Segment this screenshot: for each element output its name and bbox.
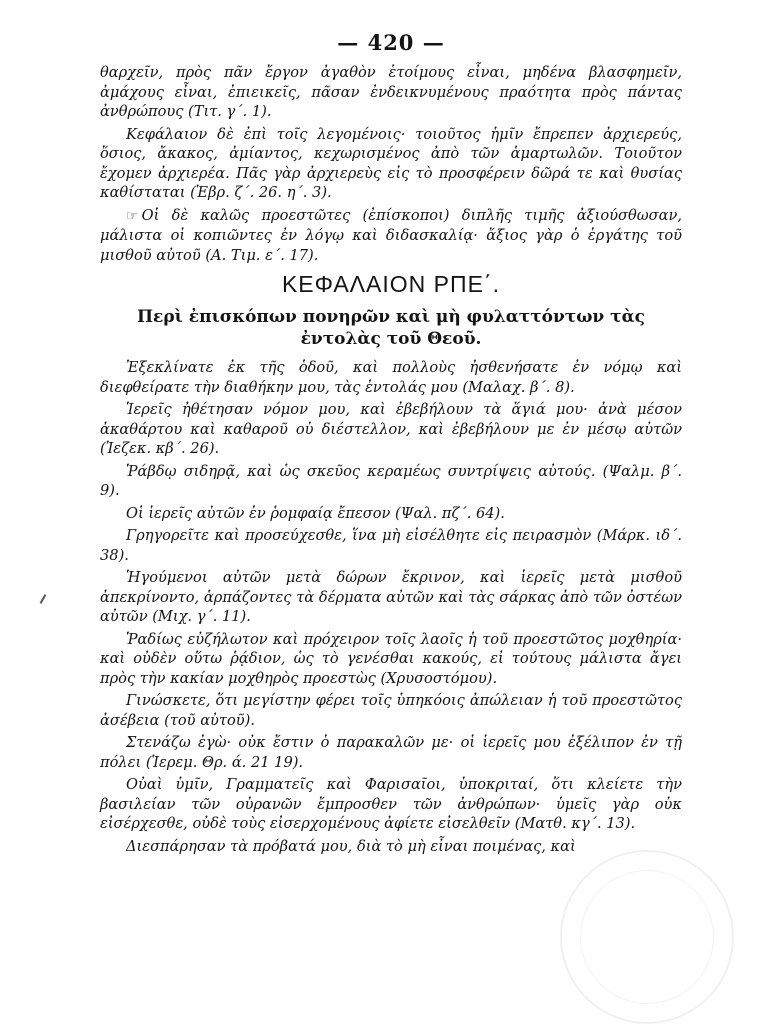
page-number: — 420 — bbox=[337, 30, 445, 55]
paragraph: Ἐξεκλίνατε ἐκ τῆς ὁδοῦ, καὶ πολλοὺς ἠσθενήσατε ἐν νόμῳ καὶ διεφθείρατε τὴν διαθήκην μου, τὰς ἐντολάς μου (Μαλαχ. β΄. 8). bbox=[100, 359, 682, 396]
paragraph: Κεφάλαιον δὲ ἐπὶ τοῖς λεγομένοις· τοιοῦτος ἡμῖν ἔπρεπεν ἀρχιερεύς, ὅσιος, ἄκακος, ἀμίαντος, κεχωρισμένος ἀπὸ τῶν ἁμαρτωλῶν. Τοιοῦτον ἔχομεν ἀρχιερέα. Πᾶς γὰρ ἀρχιερεὺς εἰς τὸ προσφέρειν δῶρά τε καὶ θυσίας καθίσταται (Ἑβρ. ζ΄. 26. η΄. 3). bbox=[100, 125, 682, 201]
paragraph: Οὐαὶ ὑμῖν, Γραμματεῖς καὶ Φαρισαῖοι, ὑποκριταί, ὅτι κλείετε τὴν βασιλείαν τῶν οὐρανῶν ἔμπροσθεν τῶν ἀνθρώπων· ὑμεῖς γὰρ οὐκ εἰσέρχεσθε, οὐδὲ τοὺς εἰσερχομένους ἀφίετε εἰσελθεῖν (Ματθ. κγ΄. 13). bbox=[100, 776, 682, 832]
paragraph: Ῥαδίως εὐζήλωτον καὶ πρόχειρον τοῖς λαοῖς ἡ τοῦ προεστῶτος μοχθηρία· καὶ οὐδὲν οὕτω ῥᾴδιον, ὡς τὸ γενέσθαι κακούς, εἰ τούτους μάλιστα ἄγει πρὸς τὴν κακίαν μοχθηρὸς προεστὼς (Χρυσοστόμου). bbox=[100, 630, 682, 687]
paragraph: Γρηγορεῖτε καὶ προσεύχεσθε, ἵνα μὴ εἰσέλθητε εἰς πειρασμὸν (Μάρκ. ιδ΄. 38). bbox=[100, 527, 682, 564]
pointing-hand-icon: ☞ bbox=[126, 208, 138, 224]
paragraph: Ἡγούμενοι αὐτῶν μετὰ δώρων ἔκρινον, καὶ ἱερεῖς μετὰ μισθοῦ ἀπεκρίνοντο, ἁρπάζοντες τὰ δέρματα αὐτῶν καὶ τὰς σάρκας ἀπὸ τῶν ὀστέων αὐτῶν (Μιχ. γ΄. 11). bbox=[100, 569, 682, 625]
paragraph: Γινώσκετε, ὅτι μεγίστην φέρει τοῖς ὑπηκόοις ἀπώλειαν ἡ τοῦ προεστῶτος ἀσέβεια (τοῦ αὐτοῦ). bbox=[100, 692, 682, 729]
paragraph: Διεσπάρησαν τὰ πρόβατά μου, διὰ τὸ μὴ εἶναι ποιμένας, καὶ bbox=[126, 837, 576, 855]
paragraph: Οἱ ἱερεῖς αὐτῶν ἐν ῥομφαίᾳ ἔπεσον (Ψαλ. πζ΄. 64). bbox=[126, 504, 505, 522]
chapter-heading: Περὶ ἐπισκόπων πονηρῶν καὶ μὴ φυλαττόντων τὰς ἐντολὰς τοῦ Θεοῦ. bbox=[136, 307, 646, 349]
paragraph: Ἱερεῖς ἠθέτησαν νόμον μου, καὶ ἐβεβήλουν τὰ ἅγιά μου· ἀνὰ μέσον ἀκαθάρτου καὶ καθαροῦ οὐ διέστελλον, καὶ ἐβεβήλουν με ἐν μέσῳ αὐτῶν (Ἰεζεκ. κβ΄. 26). bbox=[100, 401, 682, 457]
paragraph-with-pointer bbox=[100, 206, 682, 266]
library-stamp-watermark bbox=[560, 850, 734, 1024]
margin-pen-mark bbox=[40, 594, 47, 604]
book-page bbox=[100, 30, 682, 859]
paragraph-text: Οἱ δὲ καλῶς προεστῶτες (ἐπίσκοποι) διπλῆς τιμῆς ἀξιούσθωσαν, μάλιστα οἱ κοπιῶντες ἐν λόγῳ καὶ διδασκαλίᾳ· ἄξιος γὰρ ὁ ἐργάτης τοῦ μισθοῦ αὐτοῦ (Α. Τιμ. ε΄. 17). bbox=[100, 206, 682, 264]
paragraph-continued: θαρχεῖν, πρὸς πᾶν ἔργον ἀγαθὸν ἑτοίμους εἶναι, μηδένα βλασφημεῖν, ἀμάχους εἶναι, ἐπιεικεῖς, πᾶσαν ἐνδεικνυμένους πραότητα πρὸς πάντας ἀνθρώπους (Τιτ. γ΄. 1). bbox=[100, 64, 682, 120]
paragraph: Ῥάβδῳ σιδηρᾷ, καὶ ὡς σκεῦος κεραμέως συντρίψεις αὐτούς. (Ψαλμ. β΄. 9). bbox=[100, 462, 682, 499]
chapter-title: ΚΕΦΑΛΑΙΟΝ ΡΠΕ΄. bbox=[281, 271, 501, 297]
paragraph: Στενάζω ἐγὼ· οὐκ ἔστιν ὁ παρακαλῶν με· οἱ ἱερεῖς μου ἐξέλιπον ἐν τῇ πόλει (Ἱερεμ. Θρ. ά. 21 19). bbox=[100, 734, 682, 771]
